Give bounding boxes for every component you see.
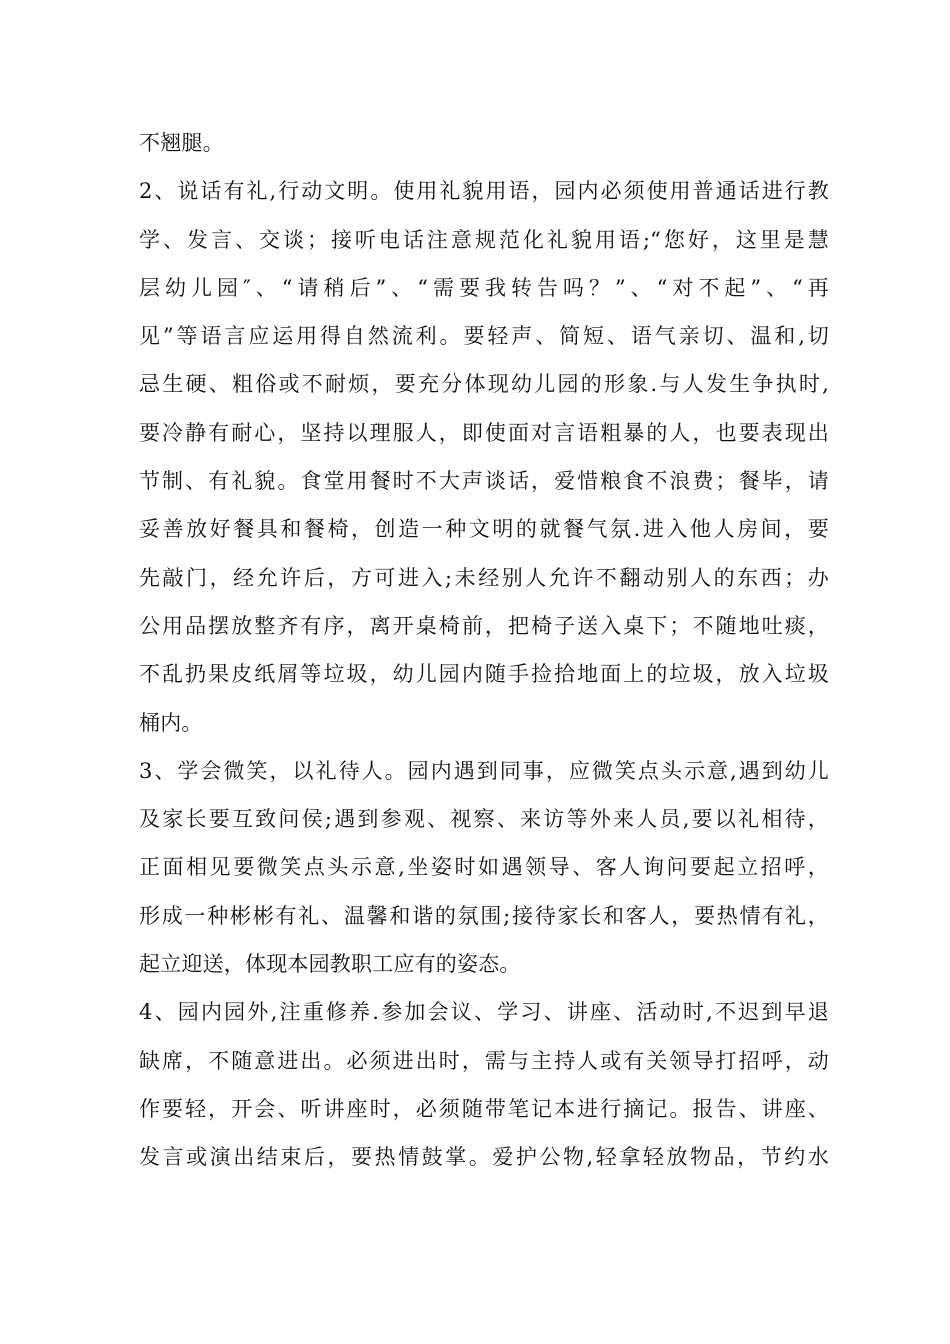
text-line: 节制、有礼貌。食堂用餐时不大声谈话，爱惜粮食不浪费；餐毕，请 — [139, 469, 829, 494]
text-line: 学、发言、交谈；接听电话注意规范化礼貌用语;“您好，这里是慧 — [139, 227, 829, 252]
text-line: 发言或演出结束后，要热情鼓掌。爱护公物,轻拿轻放物品，节约水 — [139, 1145, 829, 1170]
text-line: 忌生硬、粗俗或不耐烦，要充分体现幼儿园的形象.与人发生争执时, — [139, 372, 829, 397]
text-line: 见”等语言应运用得自然流利。要轻声、简短、语气亲切、温和,切 — [139, 324, 829, 349]
text-line: 3、学会微笑，以礼待人。园内遇到同事，应微笑点头示意,遇到幼儿 — [139, 758, 829, 783]
text-line: 不乱扔果皮纸屑等垃圾，幼儿园内随手捡拾地面上的垃圾，放入垃圾 — [139, 662, 829, 687]
text-line: 及家长要互致问侯;遇到参观、视察、来访等外来人员,要以礼相待， — [139, 807, 829, 832]
text-line: 2、说话有礼,行动文明。使用礼貌用语，园内必须使用普通话进行教 — [139, 179, 829, 204]
text-line: 缺席，不随意进出。必须进出时，需与主持人或有关领导打招呼，动 — [139, 1048, 829, 1073]
text-line: 要冷静有耐心，坚持以理服人，即使面对言语粗暴的人，也要表现出 — [139, 420, 829, 445]
text-line: 形成一种彬彬有礼、温馨和谐的氛围;接待家长和客人，要热情有礼， — [139, 903, 829, 928]
text-line: 4、园内园外,注重修养.参加会议、学习、讲座、活动时,不迟到早退 — [139, 1000, 829, 1025]
document-body — [139, 119, 829, 1182]
text-line: 公用品摆放整齐有序，离开桌椅前，把椅子送入桌下；不随地吐痰， — [139, 613, 829, 638]
text-line: 桶内。 — [139, 710, 203, 735]
text-line: 起立迎送，体现本园教职工应有的姿态。 — [139, 952, 521, 977]
text-line: 正面相见要微笑点头示意,坐姿时如遇领导、客人询问要起立招呼， — [139, 855, 829, 880]
text-line: 不翘腿。 — [139, 131, 224, 155]
text-line: 妥善放好餐具和餐椅，创造一种文明的就餐气氛.进入他人房间，要 — [139, 517, 829, 542]
text-line: 作要轻，开会、听讲座时，必须随带笔记本进行摘记。报告、讲座、 — [139, 1096, 829, 1121]
text-line: 先敲门，经允许后，方可进入;未经别人允许不翻动别人的东西；办 — [139, 565, 829, 590]
text-line: 层幼儿园″、“请稍后”、“需要我转告吗？”、“对不起”、“再 — [139, 275, 829, 300]
